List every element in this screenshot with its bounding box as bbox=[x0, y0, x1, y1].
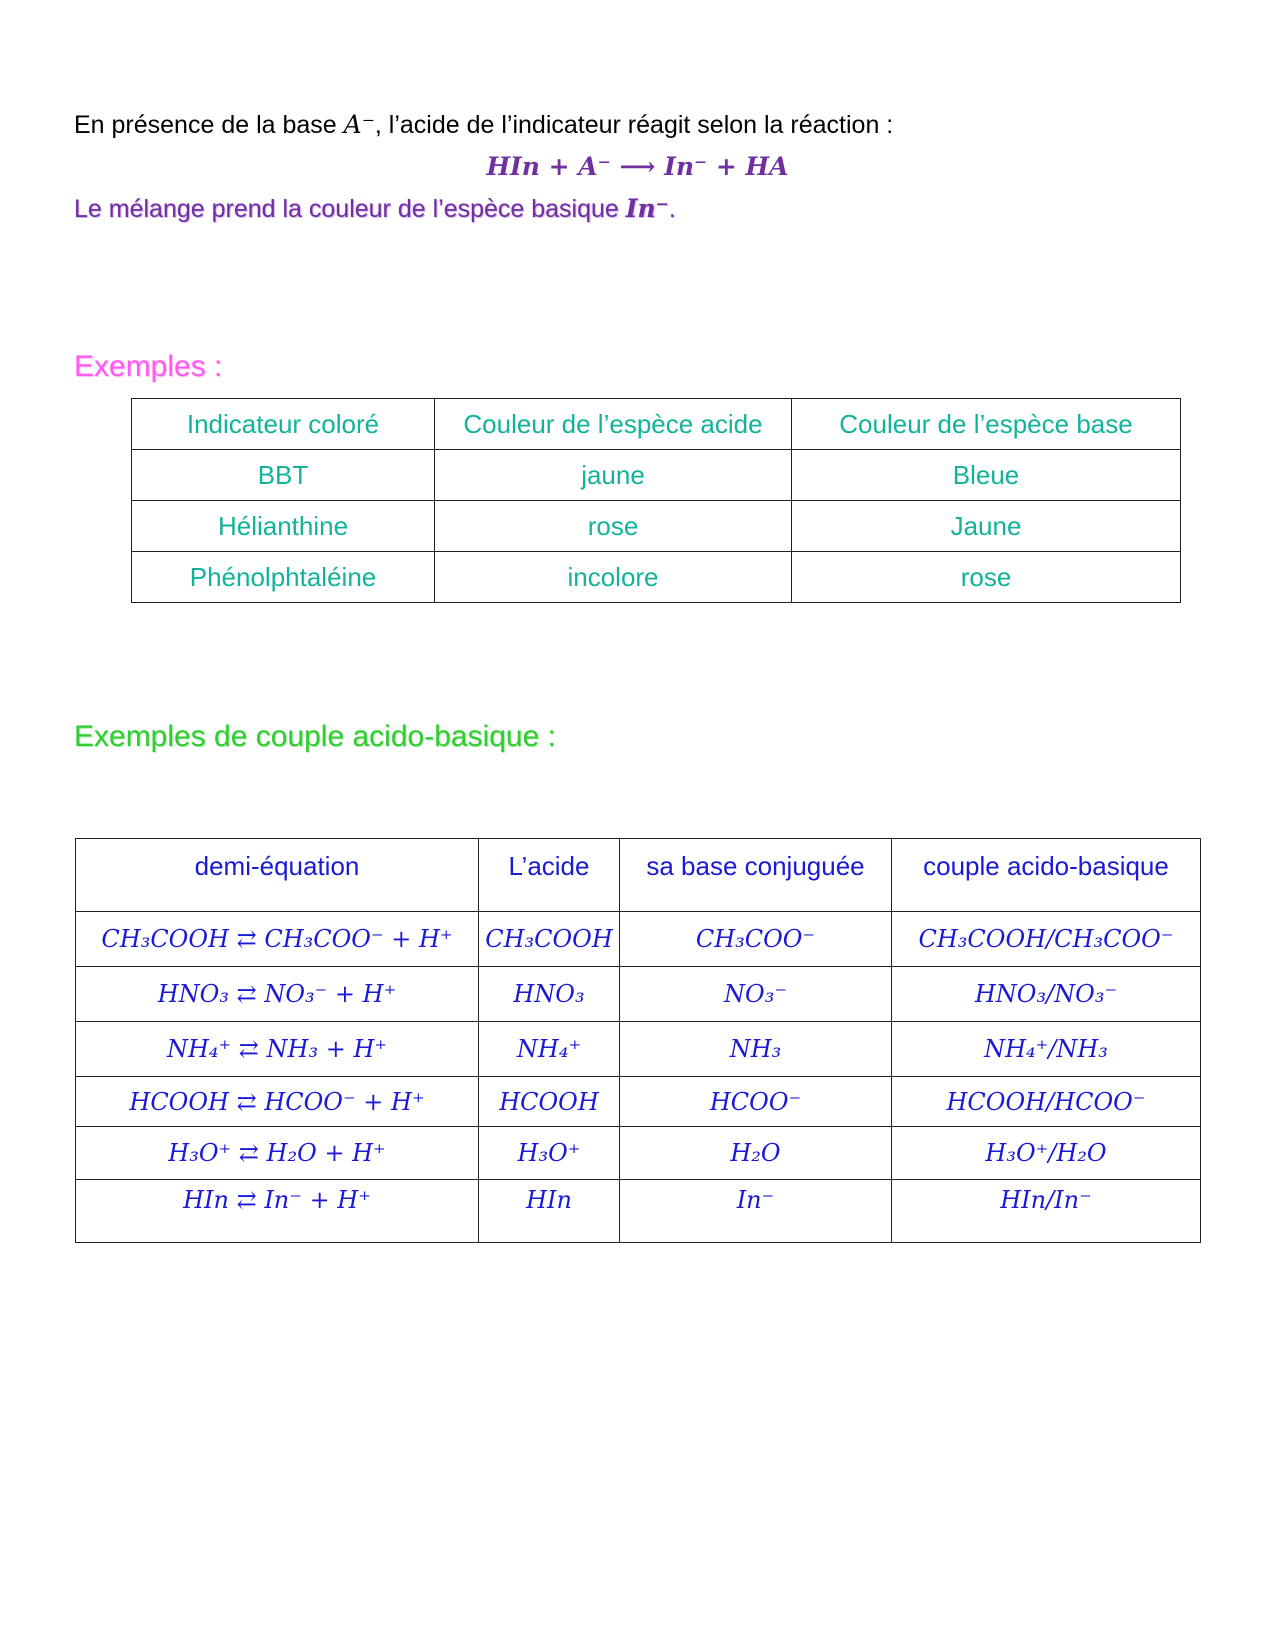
melange-text: Le mélange prend la couleur de l’espèce basique bbox=[74, 195, 626, 223]
conjugate-base-cell: NO₃⁻ bbox=[620, 967, 892, 1022]
acid-cell: HIn bbox=[479, 1180, 620, 1243]
conjugate-base-cell: CH₃COO⁻ bbox=[620, 912, 892, 967]
couple-row bbox=[76, 967, 1201, 1022]
couple-header-row bbox=[76, 839, 1201, 912]
couple-cell: HCOOH/HCOO⁻ bbox=[892, 1077, 1201, 1127]
base-color: Bleue bbox=[792, 450, 1181, 501]
couple-cell: H₃O⁺/H₂O bbox=[892, 1127, 1201, 1180]
reaction-equation: HIn + A⁻ ⟶ In⁻ + HA bbox=[486, 152, 789, 181]
couple-cell: HNO₃/NO₃⁻ bbox=[892, 967, 1201, 1022]
indicator-header-cell: Indicateur coloré bbox=[132, 399, 435, 450]
couple-header-cell: demi-équation bbox=[76, 839, 479, 912]
intro-paragraph bbox=[74, 110, 893, 140]
couple-heading: Exemples de couple acido-basique : bbox=[74, 720, 556, 753]
couple-row bbox=[76, 1127, 1201, 1180]
indicator-row bbox=[132, 501, 1181, 552]
intro-text-after: , l’acide de l’indicateur réagit selon la réaction : bbox=[374, 111, 894, 139]
indicator-name: Phénolphtaléine bbox=[132, 552, 435, 603]
couple-header-cell: L’acide bbox=[479, 839, 620, 912]
conjugate-base-cell: In⁻ bbox=[620, 1180, 892, 1243]
melange-species: In⁻ bbox=[625, 194, 669, 223]
base-color: rose bbox=[792, 552, 1181, 603]
acid-color: incolore bbox=[435, 552, 792, 603]
half-equation: NH₄⁺ ⇄ NH₃ + H⁺ bbox=[76, 1022, 479, 1077]
indicator-header-row bbox=[132, 399, 1181, 450]
melange-end: . bbox=[668, 195, 676, 223]
indicator-header-cell: Couleur de l’espèce acide bbox=[435, 399, 792, 450]
couple-cell: HIn/In⁻ bbox=[892, 1180, 1201, 1243]
couple-header-cell: couple acido-basique bbox=[892, 839, 1201, 912]
intro-base-symbol: A⁻ bbox=[343, 110, 375, 139]
base-color: Jaune bbox=[792, 501, 1181, 552]
couple-cell: NH₄⁺/NH₃ bbox=[892, 1022, 1201, 1077]
half-equation: H₃O⁺ ⇄ H₂O + H⁺ bbox=[76, 1127, 479, 1180]
couple-row bbox=[76, 1180, 1201, 1243]
couple-header-cell: sa base conjuguée bbox=[620, 839, 892, 912]
acid-cell: NH₄⁺ bbox=[479, 1022, 620, 1077]
acid-cell: CH₃COOH bbox=[479, 912, 620, 967]
indicator-row bbox=[132, 450, 1181, 501]
acid-cell: H₃O⁺ bbox=[479, 1127, 620, 1180]
conjugate-base-cell: HCOO⁻ bbox=[620, 1077, 892, 1127]
conjugate-base-cell: NH₃ bbox=[620, 1022, 892, 1077]
couple-row bbox=[76, 1077, 1201, 1127]
half-equation: HIn ⇄ In⁻ + H⁺ bbox=[76, 1180, 479, 1243]
intro-text-before: En présence de la base bbox=[74, 111, 344, 139]
indicator-name: Hélianthine bbox=[132, 501, 435, 552]
acid-color: rose bbox=[435, 501, 792, 552]
acid-cell: HCOOH bbox=[479, 1077, 620, 1127]
couple-table bbox=[75, 838, 1201, 1243]
acid-cell: HNO₃ bbox=[479, 967, 620, 1022]
indicator-name: BBT bbox=[132, 450, 435, 501]
indicator-table bbox=[131, 398, 1181, 603]
couple-row bbox=[76, 1022, 1201, 1077]
couple-row bbox=[76, 912, 1201, 967]
examples-heading: Exemples : bbox=[74, 350, 223, 383]
melange-sentence bbox=[74, 194, 676, 224]
couple-cell: CH₃COOH/CH₃COO⁻ bbox=[892, 912, 1201, 967]
half-equation: HCOOH ⇄ HCOO⁻ + H⁺ bbox=[76, 1077, 479, 1127]
conjugate-base-cell: H₂O bbox=[620, 1127, 892, 1180]
half-equation: HNO₃ ⇄ NO₃⁻ + H⁺ bbox=[76, 967, 479, 1022]
indicator-header-cell: Couleur de l’espèce base bbox=[792, 399, 1181, 450]
half-equation: CH₃COOH ⇄ CH₃COO⁻ + H⁺ bbox=[76, 912, 479, 967]
acid-color: jaune bbox=[435, 450, 792, 501]
indicator-row bbox=[132, 552, 1181, 603]
